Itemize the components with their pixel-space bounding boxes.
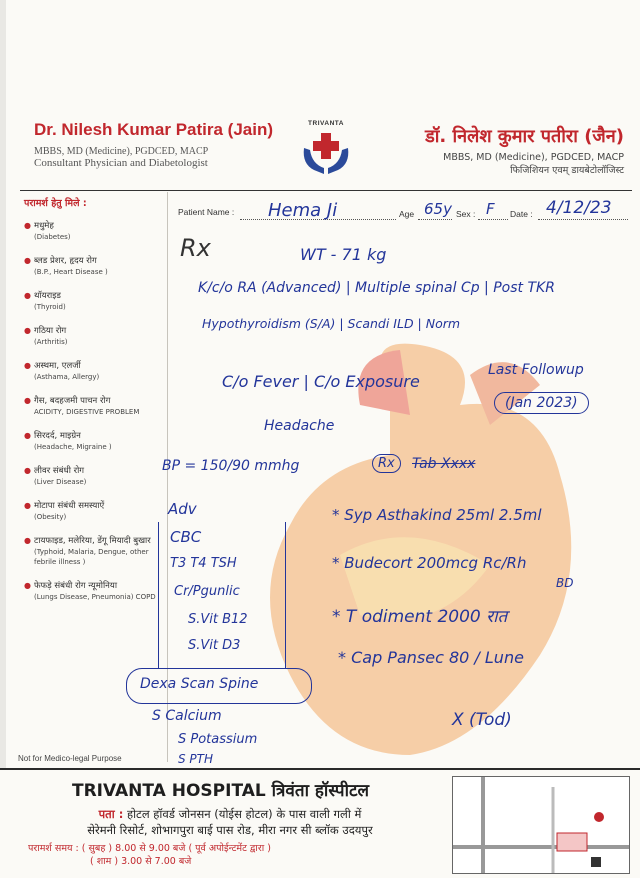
- consultation-timing: [28, 842, 271, 868]
- disclaimer: Not for Medico-legal Purpose: [18, 754, 122, 763]
- condition-item: [24, 291, 164, 312]
- followup-label: Last Followup: [488, 362, 584, 378]
- patient-name-label: Patient Name :: [178, 207, 235, 217]
- condition-item: [24, 466, 164, 487]
- condition-item: [24, 431, 164, 452]
- sex-value: F: [486, 200, 495, 218]
- test-item: Dexa Scan Spine: [140, 676, 259, 692]
- timing-morning: ( सुबह ) 8.00 से 9.00 बजे: [81, 843, 186, 854]
- condition-item: [24, 581, 164, 602]
- date-label: Date :: [510, 209, 533, 219]
- complaints: C/o Fever | C/o Exposure: [222, 372, 420, 391]
- condition-english: (Obesity): [34, 513, 67, 521]
- date-line: [538, 218, 628, 220]
- condition-item: [24, 536, 164, 567]
- address-line-2: सेरेमनी रिसोर्ट, शोभागपुरा बाई पास रोड, मीरा नगर सी ब्लॉक उदयपुर: [87, 823, 373, 837]
- test-item: S PTH: [178, 752, 214, 766]
- address-text-1: होटल हॉवर्ड जोनसन (योईस होटल) के पास वाली गली में: [126, 807, 362, 821]
- condition-hindi: ● लीवर संबंधी रोग: [34, 466, 85, 476]
- timing-evening: ( शाम ) 3.00 से 7.00 बजे: [90, 856, 192, 867]
- doctor-degrees-hindi: MBBS, MD (Medicine), PGDCED, MACP: [443, 152, 624, 163]
- test-item: S.Vit D3: [188, 638, 241, 653]
- condition-english: (Arthritis): [34, 338, 68, 346]
- address-line-1: [20, 806, 440, 822]
- followup-date: (Jan 2023): [494, 392, 589, 414]
- hands-cross-icon: [296, 118, 356, 182]
- rx-symbol: Rx: [180, 234, 211, 262]
- hospital-address: [20, 806, 440, 838]
- appointment-note: ( पूर्व अपोईन्टमेंट द्वारा ): [188, 843, 271, 854]
- timing-label: परामर्श समय :: [28, 843, 79, 854]
- blood-pressure: BP = 150/90 mmhg: [162, 458, 300, 474]
- consultation-heading: परामर्श हेतु मिले :: [24, 198, 87, 209]
- medicine-3: * T odiment 2000 रात: [332, 607, 508, 627]
- condition-item: [24, 256, 164, 277]
- complaint-headache: Headache: [264, 418, 335, 434]
- doctor-info-english: [34, 120, 284, 169]
- condition-english: (Headache, Migraine ): [34, 443, 112, 451]
- condition-english: (Diabetes): [34, 233, 71, 241]
- rx-circle: Rx: [372, 454, 401, 473]
- timing-row-morning: [28, 842, 271, 855]
- condition-english: ACIDITY, DIGESTIVE PROBLEM: [34, 408, 140, 416]
- doctor-title-english: Consultant Physician and Diabetologist: [34, 157, 208, 169]
- doctor-name-english: Dr. Nilesh Kumar Patira (Jain): [34, 120, 274, 139]
- date-value: 4/12/23: [546, 198, 612, 218]
- condition-english: (Liver Disease): [34, 478, 87, 486]
- after-meds-note: X (Tod): [452, 710, 512, 730]
- map-roads-icon: [453, 777, 629, 873]
- weight-note: WT - 71 kg: [300, 245, 387, 264]
- history-line-1: K/c/o RA (Advanced) | Multiple spinal Cp | Post TKR: [198, 280, 555, 296]
- condition-english: (B.P., Heart Disease ): [34, 268, 108, 276]
- condition-hindi: ● थॉयराइड: [34, 291, 61, 301]
- doctor-title-hindi: फिजिशियन एवम् डायबेटोलॉजिस्ट: [510, 165, 624, 176]
- patient-name-value: Hema Ji: [268, 200, 338, 221]
- condition-item: [24, 326, 164, 347]
- medicine-4: * Cap Pansec 80 / Lune: [338, 648, 524, 667]
- condition-hindi: ● ब्लड प्रेशर, हृदय रोग: [34, 256, 97, 266]
- test-item: CBC: [170, 528, 202, 546]
- location-map: [452, 776, 630, 874]
- age-value: 65y: [424, 200, 452, 218]
- doctor-degrees-english: MBBS, MD (Medicine), PGDCED, MACP: [34, 146, 209, 157]
- dose-bd: BD: [556, 576, 574, 590]
- condition-hindi: ● अस्थमा, एलर्जी: [34, 361, 81, 371]
- logo-text: TRIVANTA: [308, 120, 344, 127]
- address-label: पता :: [98, 807, 124, 821]
- condition-hindi: ● मधुमेह: [34, 221, 54, 231]
- history-line-2: Hypothyroidism (S/A) | Scandi ILD | Norm: [202, 316, 461, 331]
- condition-hindi: ● गठिया रोग: [34, 326, 67, 336]
- test-item: T3 T4 TSH: [170, 556, 237, 571]
- consultation-list: [24, 196, 164, 616]
- hospital-name: TRIVANTA HOSPITAL त्रिवंता हॉस्पीटल: [72, 781, 370, 801]
- condition-english: (Asthama, Allergy): [34, 373, 100, 381]
- medicine-2: * Budecort 200mcg Rc/Rh: [332, 554, 527, 572]
- trivanta-logo: [296, 118, 356, 182]
- test-item: S Potassium: [178, 732, 258, 747]
- condition-hindi: ● फेफड़े संबंधी रोग न्यूमोनिया: [34, 581, 118, 591]
- condition-english: (Lungs Disease, Pneumonia) COPD: [34, 593, 156, 601]
- age-label: Age: [399, 209, 415, 219]
- condition-item: [24, 361, 164, 382]
- condition-english: (Typhoid, Malaria, Dengue, other febrile illness ): [34, 548, 149, 566]
- condition-hindi: ● सिरदर्द, माइग्रेन: [34, 431, 81, 441]
- sex-line: [478, 218, 508, 220]
- medicine-1: * Syp Asthakind 25ml 2.5ml: [332, 506, 542, 524]
- condition-hindi: ● मोटापा संबंधी समस्याऐं: [34, 501, 105, 511]
- test-item: S.Vit B12: [188, 612, 248, 627]
- condition-item: [24, 501, 164, 522]
- condition-hindi: ● गैस, बदहजमी पाचन रोग: [34, 396, 111, 406]
- paper-edge: [0, 0, 6, 876]
- condition-item: [24, 221, 164, 242]
- test-item: S Calcium: [152, 708, 222, 724]
- condition-item: [24, 396, 164, 417]
- advice-heading: Adv: [168, 500, 197, 518]
- doctor-info-hindi: [384, 124, 624, 176]
- condition-hindi: ● टायफाइड, मलेरिया, डेंगू मियादी बुखार: [34, 536, 151, 546]
- struck-medicine: Tab Xxxx: [412, 456, 476, 472]
- header-divider: [20, 190, 632, 191]
- doctor-name-hindi: डॉ. निलेश कुमार पतीरा (जैन): [425, 126, 624, 147]
- sex-label: Sex :: [456, 209, 476, 219]
- test-item: Cr/Pgunlic: [174, 584, 240, 599]
- condition-english: (Thyroid): [34, 303, 66, 311]
- age-line: [418, 218, 452, 220]
